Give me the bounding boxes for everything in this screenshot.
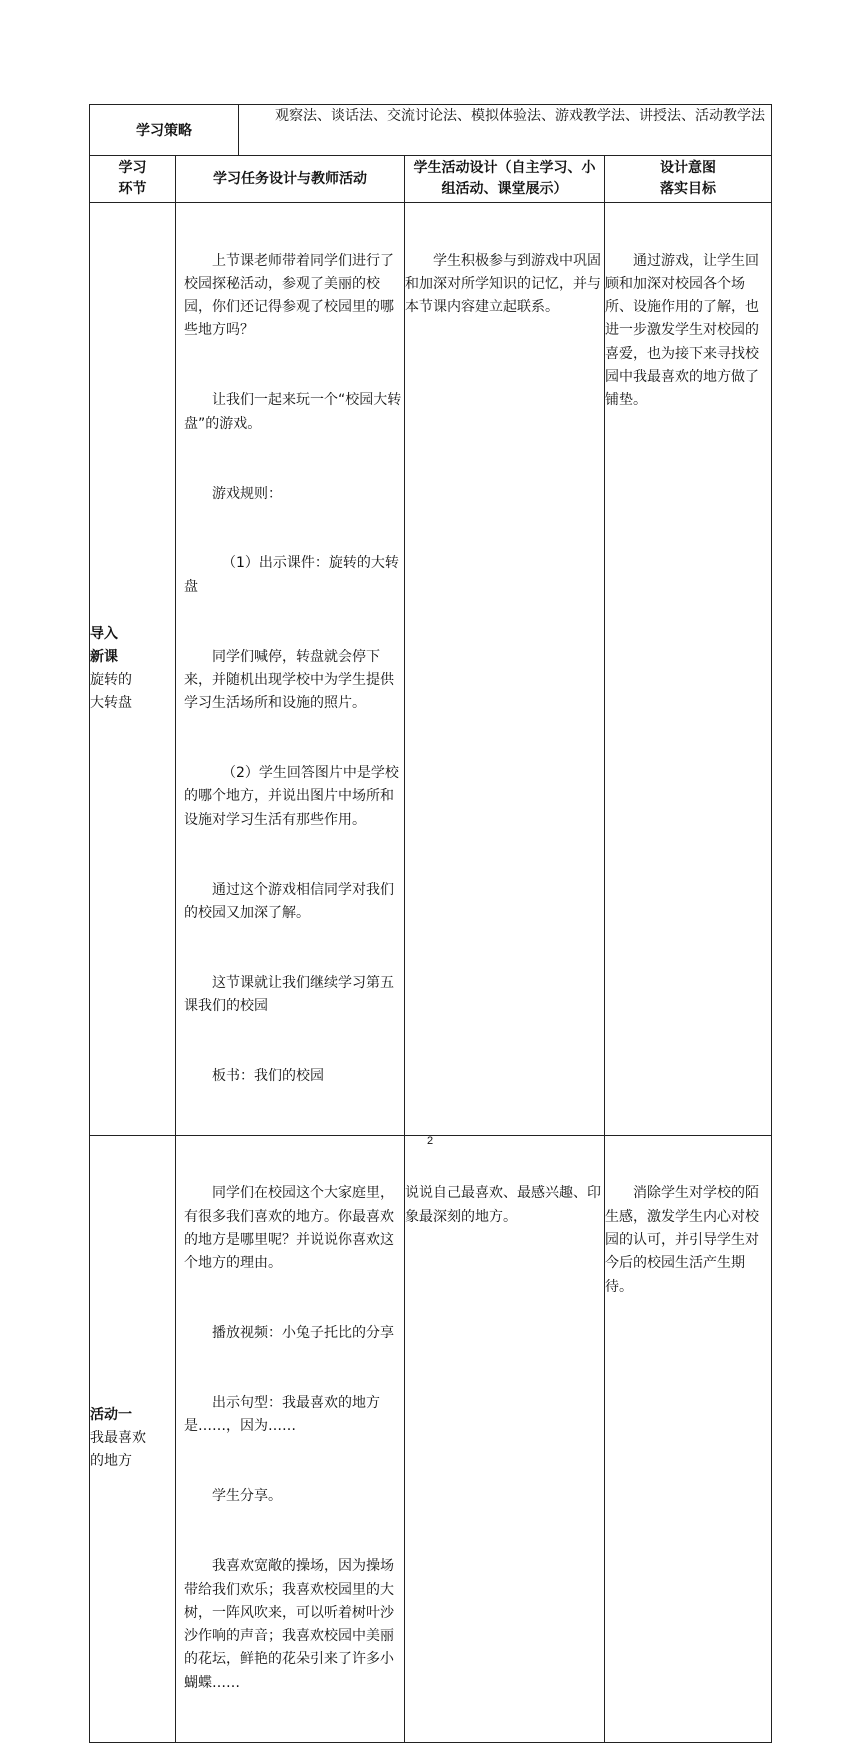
teacher-para: 出示句型：我最喜欢的地方是……，因为…… — [184, 1395, 380, 1435]
header-student: 学生活动设计（自主学习、小组活动、课堂展示） — [405, 156, 605, 203]
strategy-row — [90, 105, 772, 156]
header-stage-line1: 学习 — [118, 160, 147, 176]
lesson-plan-table — [89, 104, 772, 1743]
teacher-para: 游戏规则： — [212, 485, 282, 502]
row-activity-one — [90, 1135, 772, 1742]
header-stage — [90, 156, 176, 203]
header-intent-line1: 设计意图 — [660, 160, 717, 176]
header-intent — [605, 156, 772, 203]
intent-text: 消除学生对学校的陌生感，激发学生内心对校园的认可，并引导学生对今后的校园生活产生期待。 — [605, 1185, 759, 1295]
teacher-para: 这节课就让我们继续学习第五课我们的校园 — [184, 974, 394, 1015]
teacher-para: （2）学生回答图片中是学校的哪个地方，并说出图片中场所和设施对学习生活有那些作用。 — [184, 765, 399, 828]
stage-activity-bold: 活动一 — [90, 1407, 132, 1424]
teacher-para: 板书：我们的校园 — [212, 1067, 324, 1084]
stage-activity-name-2: 的地方 — [90, 1453, 132, 1470]
stage-intro-bold-1: 导入 — [90, 625, 118, 642]
student-text: 说说自己最喜欢、最感兴趣、印象最深刻的地方。 — [405, 1185, 601, 1225]
design-intent-one — [605, 1135, 772, 1742]
strategy-label: 学习策略 — [90, 105, 239, 156]
stage-intro-bold-2: 新课 — [90, 648, 118, 665]
stage-activity-name-1: 我最喜欢 — [90, 1430, 146, 1447]
stage-activity-one — [90, 1135, 176, 1742]
student-activity-one — [405, 1135, 605, 1742]
teacher-para: 让我们一起来玩一个“校园大转盘”的游戏。 — [184, 392, 402, 432]
design-intent-intro — [605, 203, 772, 1136]
stage-intro-name-2: 大转盘 — [90, 694, 132, 711]
teacher-para: 上节课老师带着同学们进行了校园探秘活动，参观了美丽的校园，你们还记得参观了校园里的哪些地方吗？ — [184, 252, 394, 339]
teacher-para: 通过这个游戏相信同学对我们的校园又加深了解。 — [184, 881, 394, 921]
teacher-para: 学生分享。 — [212, 1488, 282, 1505]
stage-intro — [90, 203, 176, 1136]
header-teacher: 学习任务设计与教师活动 — [176, 156, 405, 203]
teacher-activity-one — [176, 1135, 405, 1742]
student-text: 学生积极参与到游戏中巩固和加深对所学知识的记忆，并与本节课内容建立起联系。 — [405, 252, 601, 316]
teacher-para: 播放视频：小兔子托比的分享 — [212, 1325, 394, 1342]
teacher-para: 同学们在校园这个大家庭里，有很多我们喜欢的地方。你最喜欢的地方是哪里呢？并说说你喜欢这个地方的理由。 — [184, 1185, 394, 1272]
stage-intro-name-1: 旋转的 — [90, 671, 132, 688]
student-activity-intro — [405, 203, 605, 1136]
teacher-para: （1）出示课件：旋转的大转盘 — [184, 555, 399, 595]
strategy-methods: 观察法、谈话法、交流讨论法、模拟体验法、游戏教学法、讲授法、活动教学法 — [275, 108, 765, 124]
intent-text: 通过游戏，让学生回顾和加深对校园各个场所、设施作用的了解，也进一步激发学生对校园的喜爱，也为接下来寻找校园中我最喜欢的地方做了铺垫。 — [605, 252, 759, 409]
row-intro — [90, 203, 772, 1136]
header-stage-line2: 环节 — [118, 181, 147, 197]
teacher-para: 我喜欢宽敞的操场，因为操场带给我们欢乐；我喜欢校园里的大树，一阵风吹来，可以听着树叶沙沙作响的声音；我喜欢校园中美丽的花坛，鲜艳的花朵引来了许多小蝴蝶…… — [184, 1558, 394, 1691]
teacher-activity-intro — [176, 203, 405, 1136]
strategy-text — [239, 105, 772, 156]
teacher-para: 同学们喊停，转盘就会停下来，并随机出现学校中为学生提供学习生活场所和设施的照片。 — [184, 648, 394, 712]
page-number: 2 — [426, 1135, 434, 1147]
header-row — [90, 156, 772, 203]
header-intent-line2: 落实目标 — [660, 181, 717, 197]
